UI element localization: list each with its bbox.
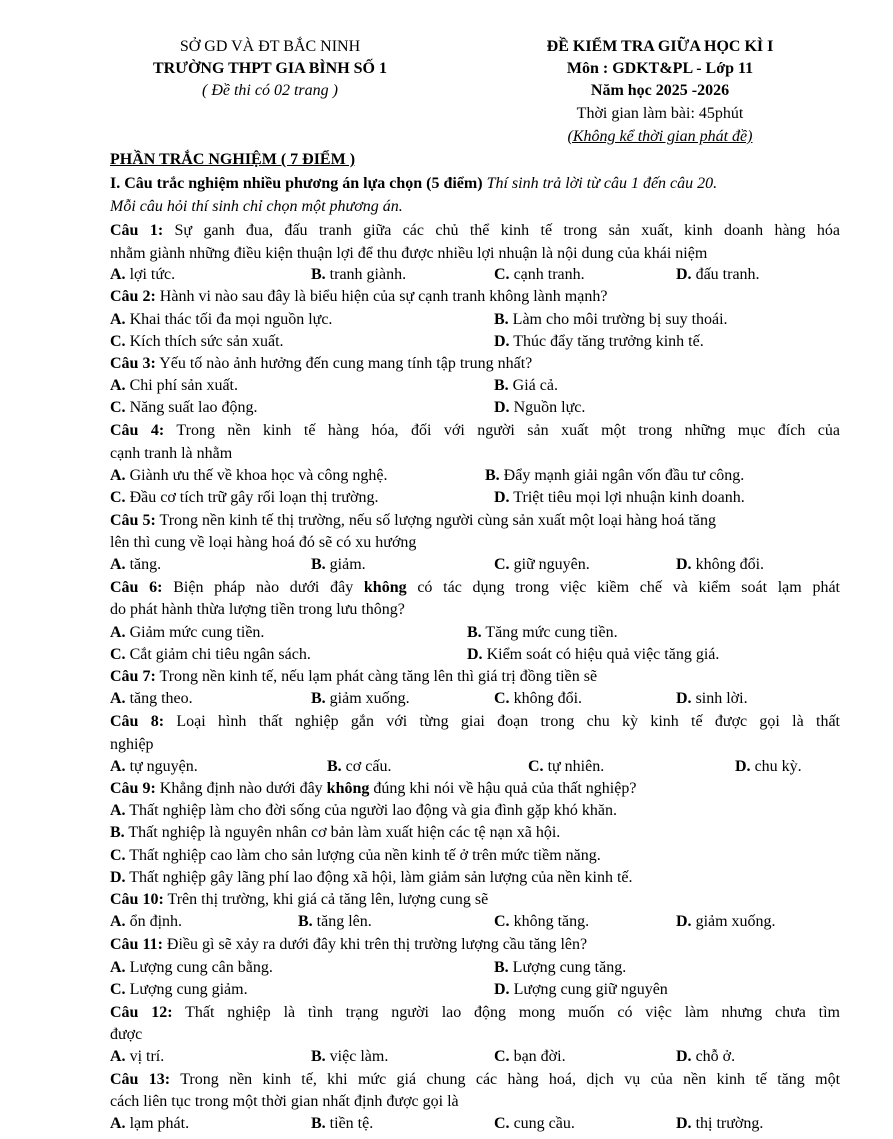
question-12-line-2: được bbox=[110, 1026, 143, 1043]
q1-option-b[interactable]: B. tranh giành. bbox=[311, 266, 407, 283]
q8-option-a[interactable]: A. tự nguyện. bbox=[110, 758, 198, 775]
question-13: Câu 13: Trong nền kinh tế, khi mức giá chung các hàng hoá, dịch vụ của nền kinh tế tăng một bbox=[110, 1071, 841, 1088]
question-7: Câu 7: Trong nền kinh tế, nếu lạm phát càng tăng lên thì giá trị đồng tiền sẽ bbox=[110, 668, 598, 685]
q5-option-d[interactable]: D. không đổi. bbox=[676, 556, 765, 573]
page-count-note: ( Đề thi có 02 trang ) bbox=[202, 82, 338, 99]
q2-option-d[interactable]: D. Thúc đẩy tăng trưởng kinh tế. bbox=[494, 333, 704, 350]
exam-subject: Môn : GDKT&PL - Lớp 11 bbox=[566, 60, 754, 77]
question-10: Câu 10: Trên thị trường, khi giá cả tăng lên, lượng cung sẽ bbox=[110, 891, 489, 908]
q6-option-a[interactable]: A. Giảm mức cung tiền. bbox=[110, 624, 265, 641]
school-year: Năm học 2025 -2026 bbox=[590, 82, 730, 99]
q8-option-c[interactable]: C. tự nhiên. bbox=[528, 758, 605, 775]
question-13-line-2: cách liên tục trong một thời gian nhất định được gọi là bbox=[110, 1093, 459, 1110]
question-1: Câu 1: Sự ganh đua, đấu tranh giữa các chủ thể kinh tế trong sản xuất, kinh doanh hàng hóa bbox=[110, 222, 841, 239]
q8-option-b[interactable]: B. cơ cấu. bbox=[327, 758, 392, 775]
q11-option-c[interactable]: C. Lượng cung giảm. bbox=[110, 981, 248, 998]
q7-option-a[interactable]: A. tăng theo. bbox=[110, 690, 193, 707]
q7-option-d[interactable]: D. sinh lời. bbox=[676, 690, 748, 707]
q6-option-d[interactable]: D. Kiểm soát có hiệu quả việc tăng giá. bbox=[467, 646, 720, 663]
question-4-line-2: cạnh tranh là nhằm bbox=[110, 445, 233, 462]
q10-option-c[interactable]: C. không tăng. bbox=[494, 913, 590, 930]
q10-option-b[interactable]: B. tăng lên. bbox=[298, 913, 372, 930]
q7-option-b[interactable]: B. giảm xuống. bbox=[311, 690, 410, 707]
exam-title: ĐỀ KIỂM TRA GIỮA HỌC KÌ I bbox=[546, 38, 774, 55]
q3-option-a[interactable]: A. Chi phí sản xuất. bbox=[110, 377, 238, 394]
q3-option-d[interactable]: D. Nguồn lực. bbox=[494, 399, 586, 416]
q12-option-b[interactable]: B. việc làm. bbox=[311, 1048, 389, 1065]
question-4: Câu 4: Trong nền kinh tế hàng hóa, đối với người sản xuất một trong những mục đích của bbox=[110, 422, 841, 439]
q1-option-c[interactable]: C. cạnh tranh. bbox=[494, 266, 585, 283]
q6-option-c[interactable]: C. Cắt giảm chi tiêu ngân sách. bbox=[110, 646, 311, 663]
q13-option-a[interactable]: A. lạm phát. bbox=[110, 1115, 190, 1132]
q5-option-c[interactable]: C. giữ nguyên. bbox=[494, 556, 590, 573]
q12-option-d[interactable]: D. chỗ ở. bbox=[676, 1048, 736, 1065]
school-department: SỞ GD VÀ ĐT BẮC NINH bbox=[179, 38, 361, 55]
q9-option-b[interactable]: B. Thất nghiệp là nguyên nhân cơ bản làm xuất hiện các tệ nạn xã hội. bbox=[110, 824, 561, 841]
q8-option-d[interactable]: D. chu kỳ. bbox=[735, 758, 802, 775]
q12-option-c[interactable]: C. bạn đời. bbox=[494, 1048, 566, 1065]
q4-option-a[interactable]: A. Giành ưu thế về khoa học và công nghệ. bbox=[110, 467, 388, 484]
q1-option-d[interactable]: D. đấu tranh. bbox=[676, 266, 760, 283]
q4-option-d[interactable]: D. Triệt tiêu mọi lợi nhuận kinh doanh. bbox=[494, 489, 745, 506]
question-5: Câu 5: Trong nền kinh tế thị trường, nếu số lượng người cùng sản xuất một loại hàng hoá tăng bbox=[110, 512, 717, 529]
q9-option-c[interactable]: C. Thất nghiệp cao làm cho sản lượng của nền kinh tế ở trên mức tiềm năng. bbox=[110, 847, 601, 864]
question-3: Câu 3: Yếu tố nào ảnh hưởng đến cung mang tính tập trung nhất? bbox=[110, 355, 533, 372]
question-6-line-2: do phát hành thừa lượng tiền trong lưu thông? bbox=[110, 601, 405, 618]
q2-option-b[interactable]: B. Làm cho môi trường bị suy thoái. bbox=[494, 311, 728, 328]
q6-option-b[interactable]: B. Tăng mức cung tiền. bbox=[467, 624, 618, 641]
q10-option-d[interactable]: D. giảm xuống. bbox=[676, 913, 776, 930]
q9-option-d[interactable]: D. Thất nghiệp gây lãng phí lao động xã hội, làm giảm sản lượng của nền kinh tế. bbox=[110, 869, 633, 886]
q4-option-b[interactable]: B. Đẩy mạnh giải ngân vốn đầu tư công. bbox=[485, 467, 745, 484]
part1-heading: I. Câu trắc nghiệm nhiều phương án lựa chọn (5 điểm) Thí sinh trả lời từ câu 1 đến câu 20. bbox=[110, 175, 718, 192]
q1-option-a[interactable]: A. lợi tức. bbox=[110, 266, 176, 283]
q5-option-b[interactable]: B. giảm. bbox=[311, 556, 366, 573]
question-6: Câu 6: Biện pháp nào dưới đây không có tác dụng trong việc kiềm chế và kiểm soát lạm phát bbox=[110, 579, 840, 596]
q10-option-a[interactable]: A. ổn định. bbox=[110, 913, 183, 930]
q5-option-a[interactable]: A. tăng. bbox=[110, 556, 162, 573]
school-name: TRƯỜNG THPT GIA BÌNH SỐ 1 bbox=[153, 60, 387, 77]
question-5-line-2: lên thì cung về loại hàng hoá đó sẽ có xu hướng bbox=[110, 534, 417, 551]
q7-option-c[interactable]: C. không đổi. bbox=[494, 690, 583, 707]
q4-option-c[interactable]: C. Đầu cơ tích trữ gây rối loạn thị trường. bbox=[110, 489, 379, 506]
q3-option-b[interactable]: B. Giá cả. bbox=[494, 377, 558, 394]
question-8-line-2: nghiệp bbox=[110, 736, 154, 753]
question-12: Câu 12: Thất nghiệp là tình trạng người lao động mong muốn có việc làm nhưng chưa tìm bbox=[110, 1004, 840, 1021]
q13-option-c[interactable]: C. cung cầu. bbox=[494, 1115, 575, 1132]
question-8: Câu 8: Loại hình thất nghiệp gắn với từng giai đoạn trong chu kỳ kinh tế được gọi là thất bbox=[110, 713, 841, 730]
question-1-line-2: nhằm giành những điều kiện thuận lợi để thu được nhiều lợi nhuận là nội dung của khái niệm bbox=[110, 245, 708, 262]
q11-option-d[interactable]: D. Lượng cung giữ nguyên bbox=[494, 981, 668, 998]
time-note: (Không kể thời gian phát đề) bbox=[567, 128, 753, 145]
q2-option-a[interactable]: A. Khai thác tối đa mọi nguồn lực. bbox=[110, 311, 333, 328]
question-11: Câu 11: Điều gì sẽ xảy ra dưới đây khi trên thị trường lượng cầu tăng lên? bbox=[110, 936, 588, 953]
part1-instruction: Mỗi câu hỏi thí sinh chỉ chọn một phương án. bbox=[110, 198, 403, 215]
q9-option-a[interactable]: A. Thất nghiệp làm cho đời sống của người lao động và gia đình gặp khó khăn. bbox=[110, 802, 617, 819]
time-limit: Thời gian làm bài: 45phút bbox=[576, 105, 744, 122]
question-9: Câu 9: Khẳng định nào dưới đây không đúng khi nói về hậu quả của thất nghiệp? bbox=[110, 780, 637, 797]
q13-option-d[interactable]: D. thị trường. bbox=[676, 1115, 764, 1132]
q11-option-b[interactable]: B. Lượng cung tăng. bbox=[494, 959, 627, 976]
question-2: Câu 2: Hành vi nào sau đây là biểu hiện của sự cạnh tranh không lành mạnh? bbox=[110, 288, 608, 305]
q3-option-c[interactable]: C. Năng suất lao động. bbox=[110, 399, 258, 416]
q12-option-a[interactable]: A. vị trí. bbox=[110, 1048, 165, 1065]
q2-option-c[interactable]: C. Kích thích sức sản xuất. bbox=[110, 333, 284, 350]
q13-option-b[interactable]: B. tiền tệ. bbox=[311, 1115, 374, 1132]
section-title: PHẦN TRẮC NGHIỆM ( 7 ĐIỂM ) bbox=[110, 151, 356, 168]
q11-option-a[interactable]: A. Lượng cung cân bằng. bbox=[110, 959, 273, 976]
